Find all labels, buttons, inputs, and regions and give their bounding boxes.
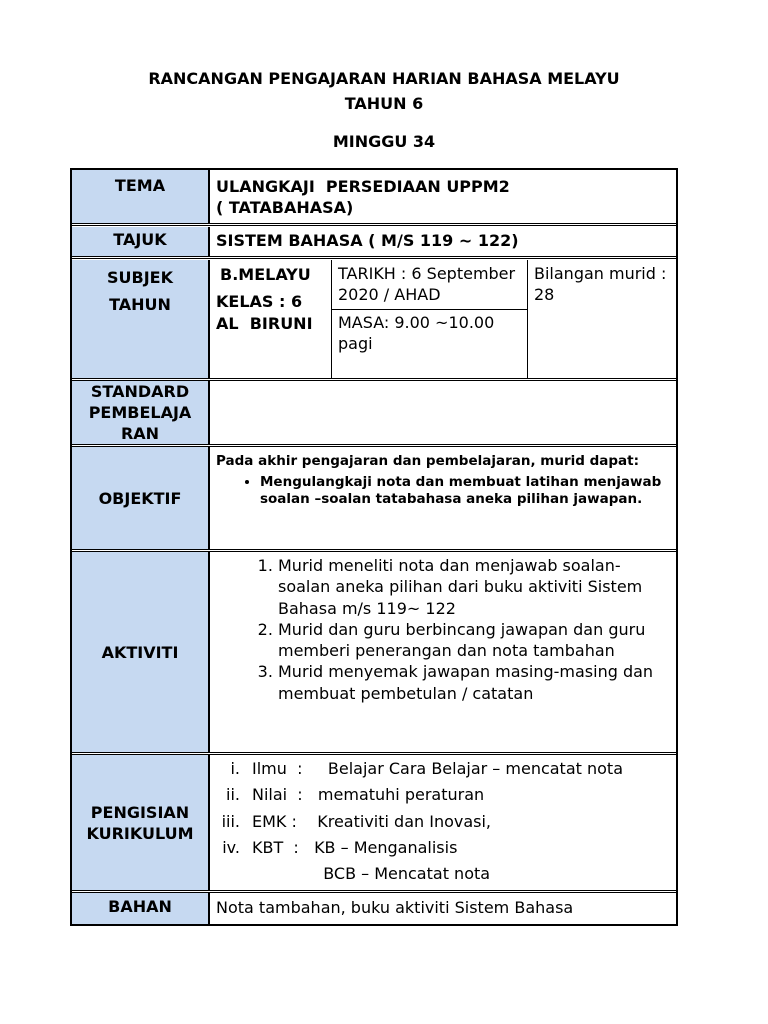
objektif-label: OBJEKTIF bbox=[98, 488, 182, 508]
doc-title-line2: TAHUN 6 bbox=[344, 94, 424, 113]
standard-label: STANDARD PEMBELAJA RAN bbox=[88, 382, 192, 443]
subject-name: B.MELAYU bbox=[220, 265, 311, 284]
bahan-value: Nota tambahan, buku aktiviti Sistem Bahasa bbox=[216, 898, 574, 917]
aktiviti-content bbox=[210, 552, 676, 752]
list-item: ii. Nilai : mematuhi peraturan bbox=[226, 785, 485, 805]
aktiviti-list bbox=[216, 555, 670, 704]
murid-count-cell: Bilangan murid : 28 bbox=[534, 264, 667, 304]
list-item: 3. Murid menyemak jawapan masing-masing dan membuat pembetulan / catatan bbox=[278, 661, 670, 704]
aktiviti-label: AKTIVITI bbox=[101, 642, 179, 662]
kurikulum-label: KURIKULUM bbox=[86, 823, 194, 843]
row-divider bbox=[72, 223, 676, 226]
tema-label: TEMA bbox=[114, 176, 166, 195]
list-item: iv. KBT : KB – Menganalisis bbox=[222, 837, 458, 857]
subjek-label: SUBJEK bbox=[107, 268, 173, 287]
objektif-list bbox=[216, 474, 670, 508]
objektif-intro: Pada akhir pengajaran dan pembelajaran, murid dapat: bbox=[216, 453, 640, 469]
row-divider bbox=[72, 256, 676, 259]
list-item: i. Ilmu : Belajar Cara Belajar – mencatat nota bbox=[230, 759, 623, 778]
lesson-plan-table bbox=[70, 168, 678, 926]
objektif-content bbox=[210, 447, 676, 549]
list-item: BCB – Mencatat nota bbox=[252, 864, 491, 884]
bahan-label: BAHAN bbox=[108, 897, 172, 916]
pengisian-content bbox=[210, 755, 676, 890]
subjek-label-cell bbox=[72, 260, 210, 378]
tahun-label: TAHUN bbox=[109, 295, 171, 314]
kelas-line1: KELAS : 6 bbox=[216, 292, 303, 311]
tarikh-text: TARIKH : 6 September 2020 / AHAD bbox=[338, 264, 516, 304]
standard-value bbox=[210, 381, 676, 444]
tema-value-line1: ULANGKAJI PERSEDIAAN UPPM2 bbox=[216, 177, 510, 196]
tema-label-cell bbox=[72, 170, 210, 224]
bahan-label-cell bbox=[72, 893, 210, 924]
subject-class-cell bbox=[212, 260, 332, 378]
aktiviti-label-cell bbox=[72, 552, 210, 752]
tajuk-label-cell bbox=[72, 227, 210, 257]
standard-label-cell bbox=[72, 381, 210, 444]
tema-value bbox=[210, 170, 676, 224]
masa-text: MASA: 9.00 ~10.00 pagi bbox=[332, 309, 527, 354]
doc-week-title: MINGGU 34 bbox=[332, 132, 436, 151]
list-item: 2. Murid dan guru berbincang jawapan dan guru memberi penerangan dan nota tambahan bbox=[278, 619, 670, 662]
pengisian-label: PENGISIAN bbox=[90, 802, 190, 822]
tema-value-line2: ( TATABAHASA) bbox=[216, 198, 354, 217]
date-time-cell bbox=[332, 260, 527, 378]
pengisian-label-cell bbox=[72, 755, 210, 890]
tajuk-value: SISTEM BAHASA ( M/S 119 ~ 122) bbox=[216, 231, 519, 250]
tajuk-label: TAJUK bbox=[113, 230, 167, 249]
list-item: iii. EMK : Kreativiti dan Inovasi, bbox=[221, 811, 492, 831]
objektif-label-cell bbox=[72, 447, 210, 549]
list-item: • Mengulangkaji nota dan membuat latihan menjawab soalan –soalan tatabahasa aneka pilihan jawapan. bbox=[260, 474, 670, 508]
list-item: 1. Murid meneliti nota dan menjawab soalan-soalan aneka pilihan dari buku aktiviti Sistem Bahasa m/s 119~ 122 bbox=[278, 555, 670, 619]
kelas-line2: AL BIRUNI bbox=[216, 314, 313, 333]
doc-title-line1: RANCANGAN PENGAJARAN HARIAN BAHASA MELAYU bbox=[148, 69, 620, 88]
